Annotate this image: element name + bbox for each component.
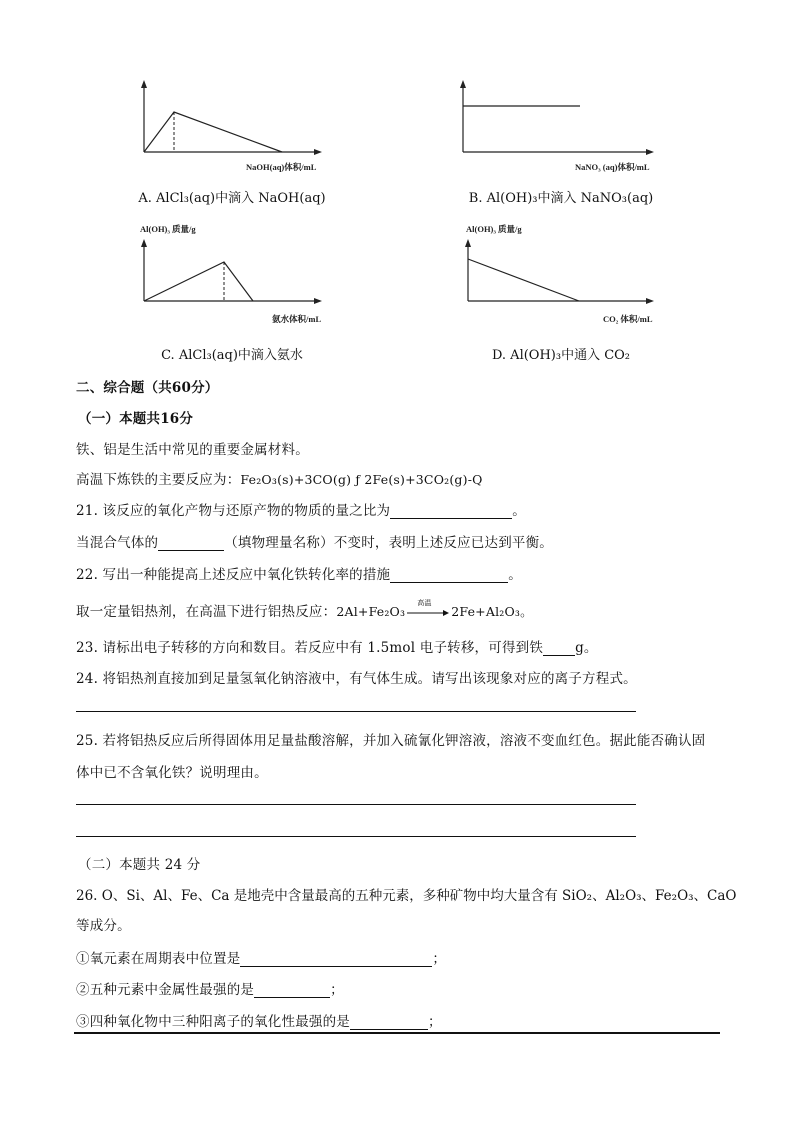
- graph-a-xlabel: NaOH(aq)体积/mL: [246, 162, 317, 172]
- question-22-end: 。: [508, 567, 522, 583]
- answer-line-25a[interactable]: [76, 804, 636, 805]
- question-26-line-2: 等成分。: [76, 918, 131, 934]
- high-temp-arrow: [405, 599, 451, 618]
- arrow-condition: 高温: [417, 599, 432, 607]
- semicolon-26-1: ；: [432, 951, 447, 967]
- graph-d-xlabel: CO₂ 体积/mL: [603, 314, 653, 324]
- question-25-line-2: 体中已不含氧化铁？说明理由。: [76, 765, 268, 781]
- question-21b-prefix: 当混合气体的: [76, 535, 159, 551]
- question-23-end: g。: [575, 640, 598, 656]
- question-26-3: [76, 1010, 442, 1030]
- answer-blank-26-2[interactable]: [254, 983, 330, 998]
- question-26-2: [76, 978, 344, 998]
- question-23: [76, 636, 598, 656]
- question-26-2-text: ②五种元素中金属性最强的是: [76, 982, 255, 998]
- intro-line-2: [76, 468, 483, 488]
- question-26-1: [76, 947, 446, 967]
- question-22: [76, 563, 522, 583]
- graph-d-ylabel: Al(OH)₃ 质量/g: [466, 224, 522, 234]
- thermite-right: 2Fe+Al₂O₃。: [451, 604, 533, 619]
- answer-line-24[interactable]: [76, 711, 636, 712]
- section-title: 二、综合题（共60分）: [76, 380, 219, 396]
- question-22-text: 22. 写出一种能提高上述反应中氧化铁转化率的措施: [76, 567, 391, 583]
- answer-blank-26-3[interactable]: [350, 1015, 428, 1030]
- intro-line-1: 铁、铝是生活中常见的重要金属材料。: [76, 442, 309, 458]
- question-21-end: 。: [512, 503, 526, 519]
- thermite-prefix: 取一定量铝热剂，在高温下进行铝热反应：: [76, 604, 337, 620]
- iron-equation: Fe₂O₃(s)+3CO(g) ƒ 2Fe(s)+3CO₂(g)-Q: [240, 472, 483, 487]
- answer-blank-22[interactable]: [390, 568, 508, 583]
- answer-line-25b[interactable]: [76, 836, 636, 837]
- semicolon-26-2: ；: [330, 982, 344, 998]
- graph-d: [0, 0, 794, 340]
- question-21: [76, 499, 526, 519]
- answer-blank-23[interactable]: [543, 641, 575, 656]
- graph-b-caption: B. Al(OH)₃中滴入 NaNO₃(aq): [468, 191, 654, 206]
- graph-c-caption: C. AlCl₃(aq)中滴入氨水: [161, 348, 303, 363]
- answer-blank-26-1[interactable]: [240, 952, 432, 967]
- semicolon-26-3: ；: [428, 1014, 442, 1030]
- question-26-3-text: ③四种氧化物中三种阳离子的氧化性最强的是: [76, 1014, 350, 1030]
- question-21-text: 21. 该反应的氧化产物与还原产物的物质的量之比为: [76, 503, 391, 519]
- intro-line-2-prefix: 高温下炼铁的主要反应为：: [76, 472, 241, 488]
- question-23-text: 23. 请标出电子转移的方向和数目。若反应中有 1.5mol 电子转移，可得到铁: [76, 640, 544, 656]
- answer-blank-21b[interactable]: [158, 536, 224, 551]
- graph-c-ylabel: Al(OH)₃ 质量/g: [140, 224, 196, 234]
- question-21b-suffix: （填物理量名称）不变时，表明上述反应已达到平衡。: [224, 535, 554, 551]
- graph-a-caption: A. AlCl₃(aq)中滴入 NaOH(aq): [138, 191, 326, 206]
- part1-title: （一）本题共16分: [78, 411, 194, 427]
- graph-c-xlabel: 氨水体积/mL: [272, 314, 322, 324]
- question-24: 24. 将铝热剂直接加到足量氢氧化钠溶液中，有气体生成。请写出该现象对应的离子方程式。: [76, 671, 637, 687]
- answer-blank-21a[interactable]: [390, 504, 512, 519]
- page-bottom-rule: [74, 1032, 720, 1034]
- graph-b-xlabel: NaNO₃ (aq)体积/mL: [575, 162, 650, 172]
- graph-d-caption: D. Al(OH)₃中通入 CO₂: [491, 348, 631, 363]
- part2-title: （二）本题共 24 分: [78, 857, 201, 873]
- question-21b: [76, 531, 553, 551]
- thermite-left: 2Al+Fe₂O₃: [336, 604, 406, 619]
- question-26-line-1: 26. O、Si、Al、Fe、Ca 是地壳中含量最高的五种元素，多种矿物中均大量含有 SiO₂、Al₂O₃、Fe₂O₃、CaO: [76, 888, 737, 904]
- thermite-line: [76, 600, 533, 620]
- question-26-1-text: ①氧元素在周期表中位置是: [76, 951, 241, 967]
- question-25-line-1: 25. 若将铝热反应后所得固体用足量盐酸溶解，并加入硫氰化钾溶液，溶液不变血红色。据此能否确认固: [76, 733, 706, 749]
- graph-d-plot: [0, 0, 794, 340]
